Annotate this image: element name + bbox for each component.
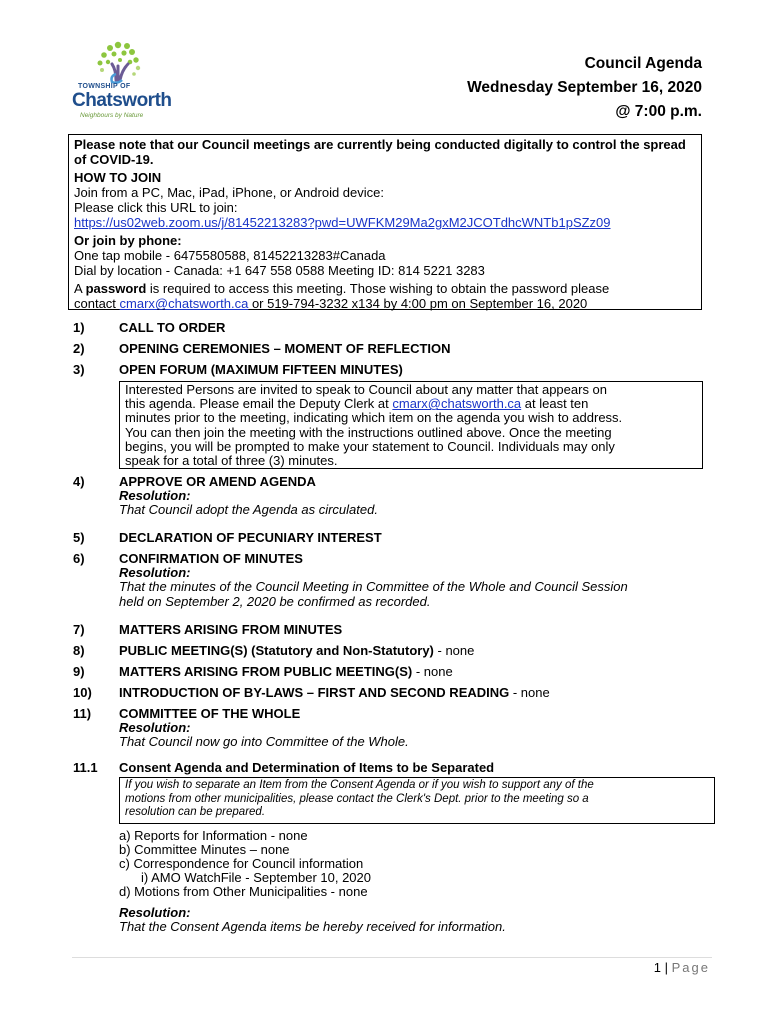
township-logo — [72, 40, 177, 122]
page-number: 1 — [653, 960, 662, 975]
list-item: d) Motions from Other Municipalities - none — [119, 884, 368, 899]
item-5-number: 5) — [73, 530, 85, 545]
meeting-date: Wednesday September 16, 2020 — [467, 79, 702, 96]
page-word: Page — [671, 960, 710, 975]
consent-note-line: If you wish to separate an Item from the Consent Agenda or if you wish to support any of the — [125, 779, 594, 791]
list-item: i) AMO WatchFile - September 10, 2020 — [141, 870, 372, 885]
dial-by-location: Dial by location - Canada: +1 647 558 0588 Meeting ID: 814 5221 3283 — [74, 263, 485, 278]
item-8-number: 8) — [73, 643, 85, 658]
consent-list — [119, 829, 371, 899]
footer-divider — [72, 957, 712, 958]
contact-line: contact cmarx@chatsworth.ca or 519-794-3232 x134 by 4:00 pm on September 16, 2020 — [74, 296, 588, 311]
consent-note-line: motions from other municipalities, please contact the Clerk's Dept. prior to the meeting so a — [125, 792, 589, 805]
item-4-number: 4) — [73, 474, 85, 489]
item-2-title: OPENING CEREMONIES – MOMENT OF REFLECTION — [119, 341, 451, 356]
forum-line: this agenda. Please email the Deputy Clerk at cmarx@chatsworth.ca at least ten — [125, 396, 589, 412]
item-5-title: DECLARATION OF PECUNIARY INTEREST — [119, 530, 382, 545]
list-item: c) Correspondence for Council information — [119, 856, 364, 871]
item-11-resolution-label: Resolution: — [119, 720, 191, 735]
item-3-number: 3) — [73, 362, 85, 377]
phone-heading: Or join by phone: — [74, 233, 182, 248]
item-4-resolution-label: Resolution: — [119, 488, 191, 503]
item-10-number: 10) — [73, 685, 92, 700]
zoom-link[interactable]: https://us02web.zoom.us/j/81452213283?pwd=UWFKM29Ma2gxM2JCOTdhcWNTb1pSZz09 — [74, 215, 611, 230]
item-4-title: APPROVE OR AMEND AGENDA — [119, 474, 316, 489]
how-to-join-heading: HOW TO JOIN — [74, 170, 162, 185]
contact-email-link[interactable]: cmarx@chatsworth.ca — [119, 296, 249, 311]
item-11-title: COMMITTEE OF THE WHOLE — [119, 706, 301, 721]
password-notice: A password is required to access this meeting. Those wishing to obtain the password please — [74, 281, 610, 296]
logo-township: TOWNSHIP OF — [78, 83, 131, 90]
click-url-text: Please click this URL to join: — [74, 200, 238, 215]
deputy-clerk-email-link[interactable]: cmarx@chatsworth.ca — [392, 396, 522, 412]
item-7-title: MATTERS ARISING FROM MINUTES — [119, 622, 343, 637]
join-devices: Join from a PC, Mac, iPad, iPhone, or Android device: — [74, 185, 384, 200]
item-10-title: INTRODUCTION OF BY-LAWS – FIRST AND SECOND READING - none — [119, 685, 550, 700]
list-item: a) Reports for Information - none — [119, 828, 308, 843]
meeting-notice-box — [68, 134, 702, 310]
page-footer: 1 | Page — [653, 960, 710, 975]
open-forum-box — [119, 381, 703, 469]
item-11-number: 11) — [73, 706, 92, 721]
agenda-header — [467, 52, 702, 124]
forum-line: You can then join the meeting with the instructions outlined above. Once the meeting — [125, 424, 612, 440]
logo-name: Chatsworth — [72, 90, 172, 111]
item-1-number: 1) — [73, 320, 85, 335]
item-6-title: CONFIRMATION OF MINUTES — [119, 551, 303, 566]
consent-note-line: resolution can be prepared. — [125, 806, 266, 818]
item-6-number: 6) — [73, 551, 85, 566]
item-9-number: 9) — [73, 664, 85, 679]
item-11-resolution: That Council now go into Committee of the Whole. — [119, 734, 409, 749]
item-7-number: 7) — [73, 622, 85, 637]
meeting-time: @ 7:00 p.m. — [615, 103, 702, 120]
forum-line: speak for a total of three (3) minutes. — [125, 453, 338, 469]
tree-icon — [72, 40, 177, 88]
item-11-1-number: 11.1 — [73, 760, 98, 775]
item-6-resolution-line: That the minutes of the Council Meeting in Committee of the Whole and Council Session — [119, 579, 628, 594]
item-4-resolution: That Council adopt the Agenda as circulated. — [119, 502, 378, 517]
item-9-title: MATTERS ARISING FROM PUBLIC MEETING(S) - none — [119, 664, 453, 679]
item-2-number: 2) — [73, 341, 85, 356]
item-11-1-resolution-label: Resolution: — [119, 905, 191, 920]
item-3-title: OPEN FORUM (MAXIMUM FIFTEEN MINUTES) — [119, 362, 403, 377]
covid-notice: Please note that our Council meetings are currently being conducted digitally to control the spread of COVID-19. — [74, 137, 686, 167]
item-8-title: PUBLIC MEETING(S) (Statutory and Non-Statutory) - none — [119, 643, 475, 658]
logo-tagline: Neighbours by Nature — [80, 112, 144, 119]
item-1-title: CALL TO ORDER — [119, 320, 226, 335]
consent-note-box — [119, 777, 715, 824]
item-11-1-resolution: That the Consent Agenda items be hereby received for information. — [119, 919, 506, 934]
list-item: b) Committee Minutes – none — [119, 842, 290, 857]
item-6-resolution-label: Resolution: — [119, 565, 191, 580]
agenda-title: Council Agenda — [584, 55, 702, 72]
forum-line: minutes prior to the meeting, indicating which item on the agenda you wish to address. — [125, 410, 623, 426]
forum-line: begins, you will be prompted to make your statement to Council. Individuals may only — [125, 438, 615, 454]
one-tap-mobile: One tap mobile - 6475580588, 81452213283#Canada — [74, 248, 386, 263]
item-6-resolution-line: held on September 2, 2020 be confirmed as recorded. — [119, 594, 431, 609]
item-11-1-title: Consent Agenda and Determination of Items to be Separated — [119, 760, 495, 775]
forum-line: Interested Persons are invited to speak to Council about any matter that appears on — [125, 382, 608, 397]
